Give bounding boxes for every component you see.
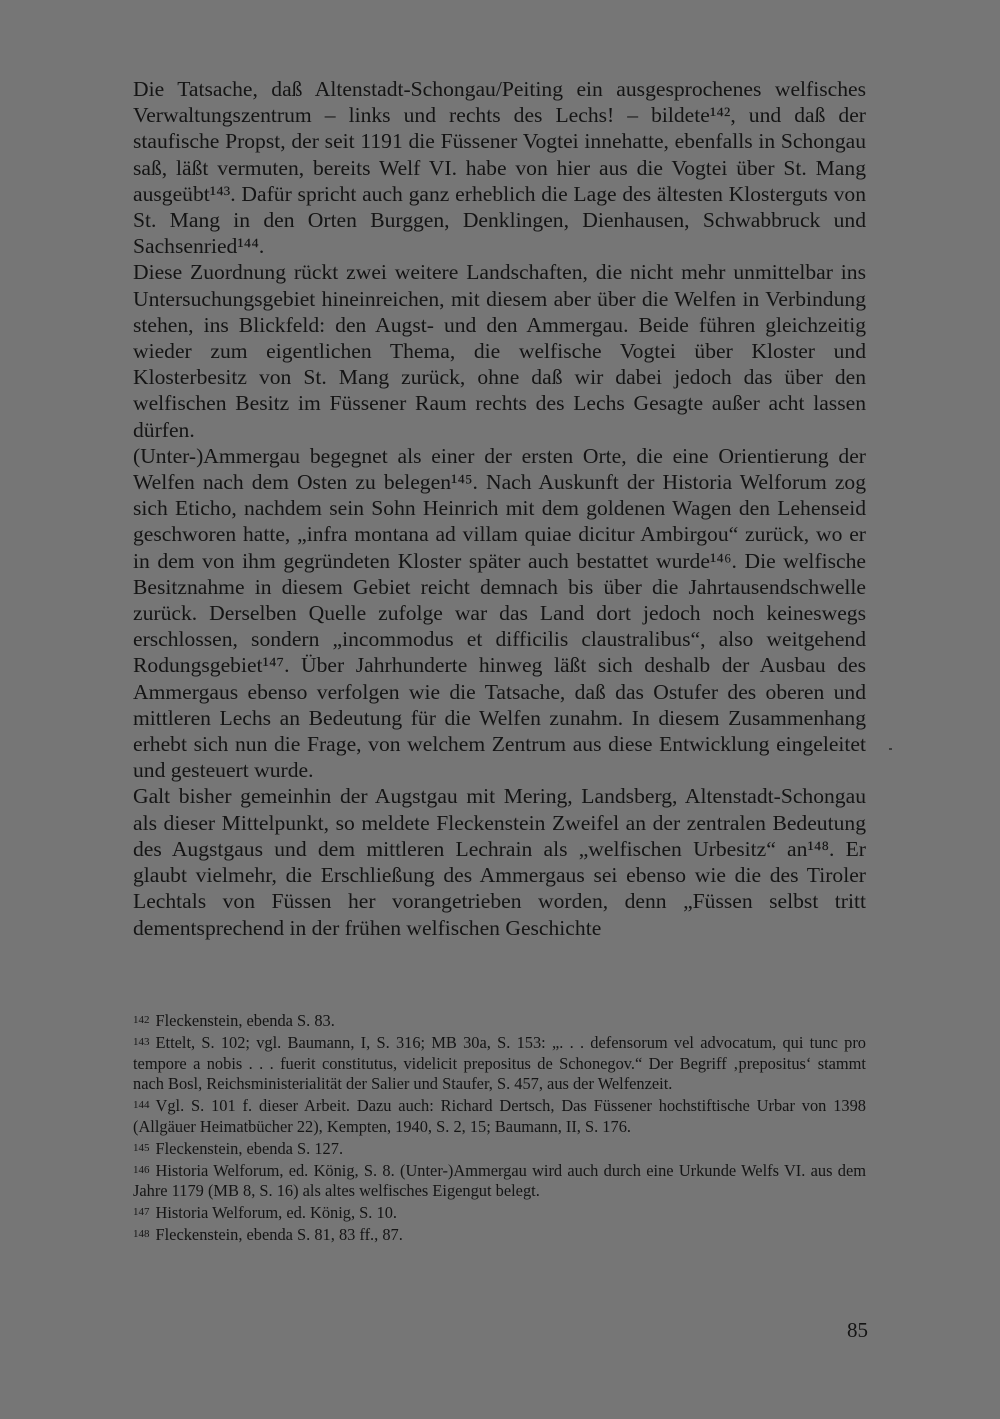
footnote-number: 142 [133,1014,150,1026]
page-number: 85 [847,1318,868,1342]
footnote-145 [133,1138,866,1160]
footnote-number: 148 [133,1227,150,1240]
paragraph: (Unter-)Ammergau begegnet als einer der ersten Orte, die eine Orientierung der Welfen nach dem Osten zu belegen¹⁴⁵. Nach Auskunft der Historia Welforum zog sich Eticho, nachdem sein Sohn Heinrich mit dem goldenen Wagen den Lehenseid geschworen hatte, „infra montana ad villam quiae dicitur Ambirgou“ zurück, wo er in dem von ihm gegründeten Kloster später auch bestattet wurde¹⁴⁶. Die welfische Besitznahme in diesem Gebiet reicht demnach bis über die Jahrtausendschwelle zurück. Derselben Quelle zufolge war das Land dort jedoch noch keineswegs erschlossen, sondern „incommodus et difficilis claustralibus“, also weitgehend Rodungsgebiet¹⁴⁷. Über Jahrhunderte hinweg läßt sich deshalb der Ausbau des Ammergaus ebenso verfolgen wie die Tatsache, daß das Ostufer des oberen und mittleren Lechs an Bedeutung für die Welfen zunahm. In diesem Zusammenhang erhebt sich nun die Frage, von welchem Zentrum aus diese Entwicklung eingeleitet und gesteuert wurde. [133,443,866,783]
footnote-number: 143 [133,1035,150,1048]
footnote-text: Vgl. S. 101 f. dieser Arbeit. Dazu auch: Richard Dertsch, Das Füssener hochstiftische Urbar von 1398 (Allgäuer Heimatbücher 22), Kempten, 1940, S. 2, 15; Baumann, II, S. 176. [133,1096,866,1136]
footnote-146 [133,1160,866,1203]
body-text [133,76,866,941]
footnote-142 [133,1010,866,1032]
footnotes [133,1010,866,1246]
scan-speck [889,748,892,750]
footnote-text: Ettelt, S. 102; vgl. Baumann, I, S. 316; MB 30a, S. 153: „. . . defensorum vel advocatum, qui tunc pro tempore a nobis . . . fuerit constitutus, videlicit prepositus de Schonegov.“ Der Begriff ‚prepositus‘ stammt nach Bosl, Reichsministerialität der Salier und Staufer, S. 457, aus der Welfenzeit. [133,1032,866,1094]
footnote-text: Fleckenstein, ebenda S. 83. [155,1011,335,1030]
footnote-text: Historia Welforum, ed. König, S. 10. [155,1203,397,1223]
footnote-143 [133,1032,866,1095]
paragraph: Die Tatsache, daß Altenstadt-Schongau/Peiting ein ausgesprochenes welfisches Verwaltungszentrum – links und rechts des Lechs! – bildete¹⁴², und daß der staufische Propst, der seit 1191 die Füssener Vogtei innehatte, ebenfalls in Schongau saß, läßt vermuten, bereits Welf VI. habe von hier aus die Vogtei über St. Mang ausgeübt¹⁴³. Dafür spricht auch ganz erheblich die Lage des ältesten Klosterguts von St. Mang in den Orten Burggen, Denklingen, Dienhausen, Schwabbruck und Sachsenried¹⁴⁴. [133,77,866,259]
paragraph: Galt bisher gemeinhin der Augstgau mit Mering, Landsberg, Altenstadt-Schongau als dieser Mittelpunkt, so meldete Fleckenstein Zweifel an der zentralen Bedeutung des Augstgaus und dem mittleren Lechrain als „welfischen Urbesitz“ an¹⁴⁸. Er glaubt vielmehr, die Erschließung des Ammergaus sei ebenso wie die des Tiroler Lechtals von Füssen her vorangetrieben worden, denn „Füssen selbst tritt dementsprechend in der frühen welfischen Geschichte [133,784,866,940]
footnote-147 [133,1202,866,1224]
paragraph: Diese Zuordnung rückt zwei weitere Landschaften, die nicht mehr unmittelbar ins Untersuchungsgebiet hineinreichen, mit diesem aber über die Welfen in Verbindung stehen, ins Blickfeld: den Augst- und den Ammergau. Beide führen gleichzeitig wieder zum eigentlichen Thema, die welfische Vogtei über Kloster und Klosterbesitz von St. Mang zurück, ohne daß wir dabei jedoch das über den welfischen Besitz im Füssener Raum rechts des Lechs Gesagte außer acht lassen dürfen. [133,260,866,442]
footnote-number: 144 [133,1099,150,1112]
footnote-text: Historia Welforum, ed. König, S. 8. (Unter-)Ammergau wird auch durch eine Urkunde Welfs VI. aus dem Jahre 1179 (MB 8, S. 16) als altes welfisches Eigengut belegt. [133,1160,866,1201]
footnote-144 [133,1095,866,1138]
footnote-148 [133,1224,866,1246]
footnote-text: Fleckenstein, ebenda S. 81, 83 ff., 87. [155,1224,403,1244]
footnote-text: Fleckenstein, ebenda S. 127. [155,1138,344,1158]
footnote-number: 146 [133,1163,150,1176]
footnote-number: 147 [133,1206,150,1219]
footnote-number: 145 [133,1141,150,1154]
